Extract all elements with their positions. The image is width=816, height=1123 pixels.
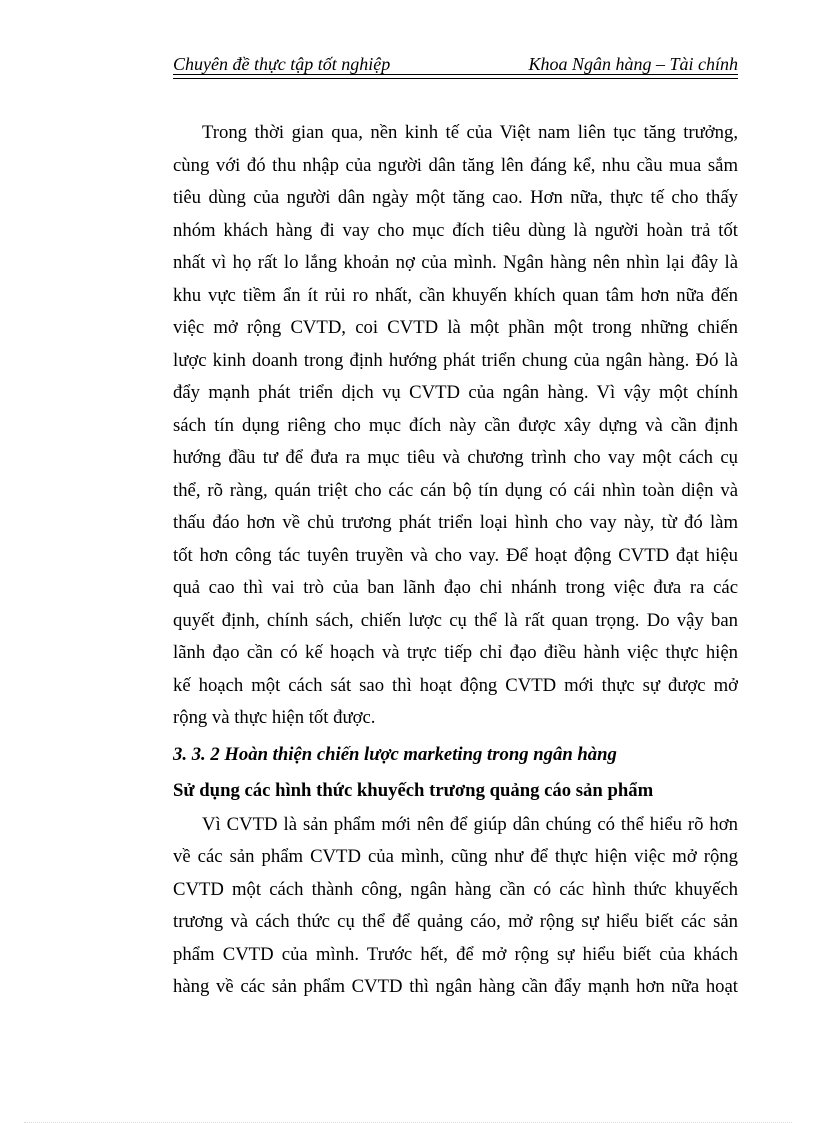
- subsection-heading: Sử dụng các hình thức khuyếch trương quảng cáo sản phẩm: [173, 779, 654, 801]
- paragraph-line: về các sản phẩm CVTD của mình, cũng như để thực hiện việc mở rộng: [173, 846, 738, 867]
- paragraph-2: [173, 809, 738, 1004]
- section-heading: 3. 3. 2 Hoàn thiện chiến lược marketing trong ngân hàng: [173, 743, 617, 765]
- paragraph-line: cùng với đó thu nhập của người dân tăng lên đáng kể, nhu cầu mua sắm: [173, 154, 738, 176]
- paragraph-line: lược kinh doanh trong định hướng phát triển chung của ngân hàng. Đó là: [173, 349, 738, 371]
- paragraph-line: quả cao thì vai trò của ban lãnh đạo chi nhánh trong việc đưa ra các: [173, 577, 738, 598]
- paragraph-line: đẩy mạnh phát triển dịch vụ CVTD của ngân hàng. Vì vậy một chính: [173, 382, 738, 403]
- paragraph-line: trương và cách thức cụ thể để quảng cáo, mở rộng sự hiểu biết các sản: [173, 911, 738, 932]
- paragraph-line: CVTD một cách thành công, ngân hàng cần có các hình thức khuyếch: [173, 878, 738, 900]
- paragraph-1: [173, 117, 738, 735]
- header-right-title: Khoa Ngân hàng – Tài chính: [528, 54, 738, 74]
- paragraph-line: Vì CVTD là sản phẩm mới nên để giúp dân chúng có thể hiểu rõ hơn: [202, 813, 738, 835]
- paragraph-line: nhất vì họ rất lo lắng khoản nợ của mình. Ngân hàng nên nhìn lại đây là: [173, 252, 738, 273]
- page-header: [173, 52, 738, 79]
- paragraph-line: sách tín dụng riêng cho mục đích này cần được xây dựng và cần định: [173, 414, 738, 436]
- paragraph-line: phẩm CVTD của mình. Trước hết, để mở rộng sự hiểu biết của khách: [173, 943, 738, 965]
- paragraph-line: thấu đáo hơn về chủ trương phát triển loại hình cho vay này, từ đó làm: [173, 512, 738, 533]
- header-left-title: Chuyên đề thực tập tốt nghiệp: [173, 54, 391, 74]
- document-body: [173, 117, 738, 1004]
- paragraph-line: quyết định, chính sách, chiến lược cụ thể là rất quan trọng. Do vậy ban: [173, 609, 738, 631]
- paragraph-line: kế hoạch một cách sát sao thì hoạt động CVTD mới thực sự được mở: [173, 674, 738, 696]
- paragraph-line: tốt hơn công tác tuyên truyền và cho vay. Để hoạt động CVTD đạt hiệu: [173, 544, 738, 566]
- paragraph-line: Trong thời gian qua, nền kinh tế của Việt nam liên tục tăng trưởng,: [202, 122, 738, 143]
- paragraph-line: việc mở rộng CVTD, coi CVTD là một phần một trong những chiến: [173, 317, 738, 338]
- paragraph-line: khu vực tiềm ẩn ít rủi ro nhất, cần khuyến khích quan tâm hơn nữa đến: [173, 284, 738, 306]
- paragraph-line: hướng đầu tư để đưa ra mục tiêu và chương trình cho vay một cách cụ: [173, 447, 738, 468]
- paragraph-line: nhóm khách hàng đi vay cho mục đích tiêu dùng là người hoàn trả tốt: [173, 219, 738, 241]
- paragraph-line: tiêu dùng của người dân ngày một tăng cao. Hơn nữa, thực tế cho thấy: [173, 187, 738, 208]
- paragraph-line: hàng về các sản phẩm CVTD thì ngân hàng cần đẩy mạnh hơn nữa hoạt: [173, 976, 738, 997]
- paragraph-line: lãnh đạo cần có kế hoạch và trực tiếp chỉ đạo điều hành việc thực hiện: [173, 642, 738, 663]
- paragraph-line: thể, rõ ràng, quán triệt cho các cán bộ tín dụng có cái nhìn toàn diện và: [173, 479, 738, 501]
- paragraph-line: rộng và thực hiện tốt được.: [173, 707, 376, 728]
